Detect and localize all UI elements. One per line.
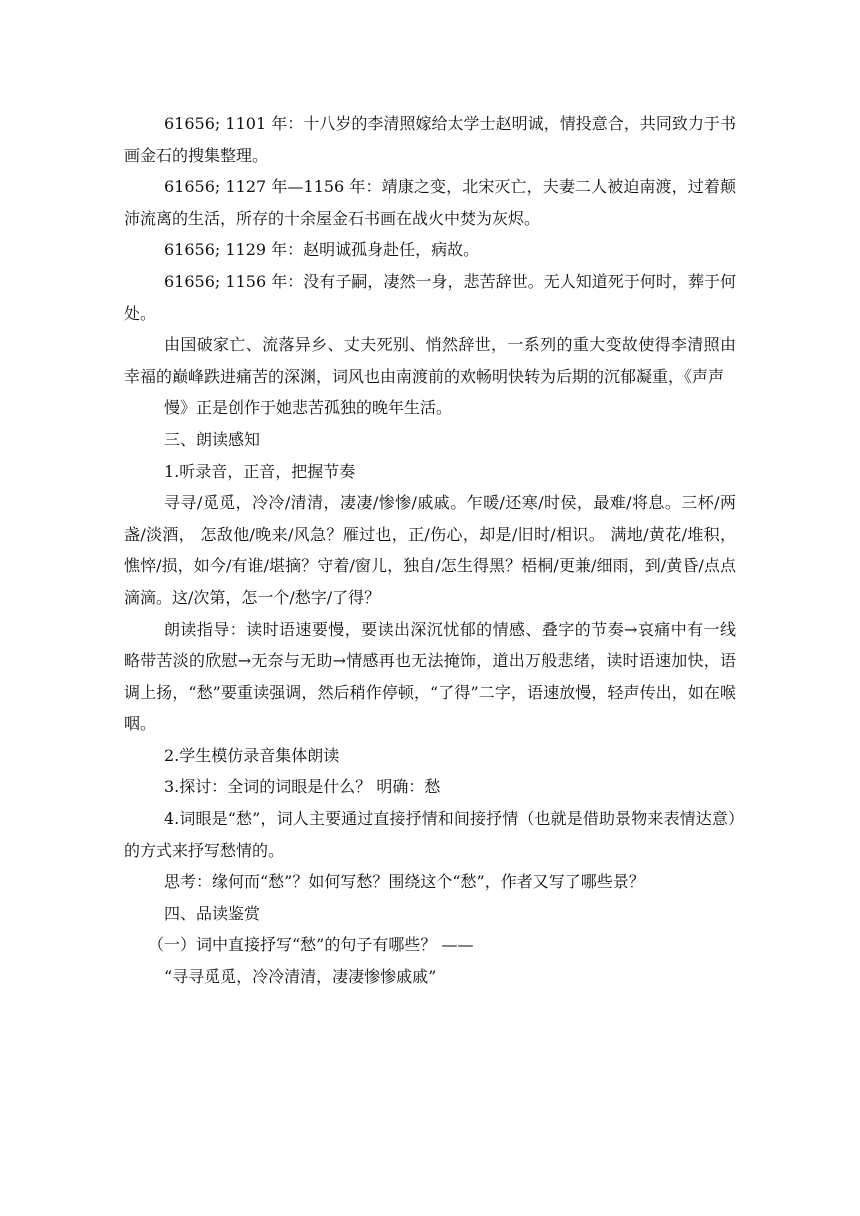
reading-guidance: 朗读指导：读时语速要慢，要读出深沉忧郁的情感、叠字的节奏→哀痛中有一线略带苦淡的欣慰→无奈与无助→情感再也无法掩饰，道出万般悲绪，读时语速加快，语调上扬，“愁”要重读强调，然后稍作停顿，“了得”二字，语速放慢，轻声传出，如在喉咽。 [124,619,736,734]
section-heading-appreciation: 四、品读鉴赏 [164,903,261,923]
sub-question-direct-lyric: （一）词中直接抒写“愁”的句子有哪些？ —— [148,935,474,955]
timeline-1129: 61656; 1129 年：赵明诚孤身赴任，病故。 [164,240,480,260]
background-paragraph-continued: 慢》正是创作于她悲苦孤独的晚年生活。 [164,398,453,418]
step-discussion: 3.探讨：全词的词眼是什么？ 明确：愁 [164,777,441,797]
quoted-line: “寻寻觅觅，冷冷清清，凄凄惨惨戚戚” [164,967,437,987]
thinking-question: 思考：缘何而“愁”？如何写愁？围绕这个“愁”，作者又写了哪些景？ [164,872,645,892]
timeline-1127-1156: 61656; 1127 年—1156 年：靖康之变，北宋灭亡，夫妻二人被迫南渡，过着颠沛流离的生活，所存的十余屋金石书画在战火中焚为灰烬。 [124,177,736,228]
step-key-word: 4.词眼是“愁”，词人主要通过直接抒情和间接抒情（也就是借助景物来表情达意）的方式来抒写愁情的。 [124,809,736,860]
background-paragraph: 由国破家亡、流落异乡、丈夫死别、悄然辞世，一系列的重大变故使得李清照由幸福的巅峰跌进痛苦的深渊，词风也由南渡前的欢畅明快转为后期的沉郁凝重，《声声 [124,335,736,386]
timeline-1156: 61656; 1156 年：没有子嗣，凄然一身，悲苦辞世。无人知道死于何时，葬于何处。 [124,271,736,323]
timeline-1101: 61656; 1101 年：十八岁的李清照嫁给太学士赵明诚，情投意合，共同致力于书画金石的搜集整理。 [124,114,736,165]
step-group-reading: 2.学生模仿录音集体朗读 [164,745,340,765]
section-heading-reading: 三、朗读感知 [164,429,261,449]
step-listen-recording: 1.听录音，正音，把握节奏 [164,461,356,481]
poem-rhythm-text: 寻寻/觅觅，冷冷/清清，凄凄/惨惨/戚戚。乍暖/还寒/时侯，最难/将息。三杯/两盏/淡酒， 怎敌他/晚来/风急？雁过也，正/伤心，却是/旧时/相识。 满地/黄花/堆积，憔悴/损，如今/有谁/堪摘？守着/窗儿，独自/怎生得黑？梧桐/更兼/细雨，到/黄昏/点点滴滴。这/次第，怎一个/愁字/了得？ [124,493,736,607]
